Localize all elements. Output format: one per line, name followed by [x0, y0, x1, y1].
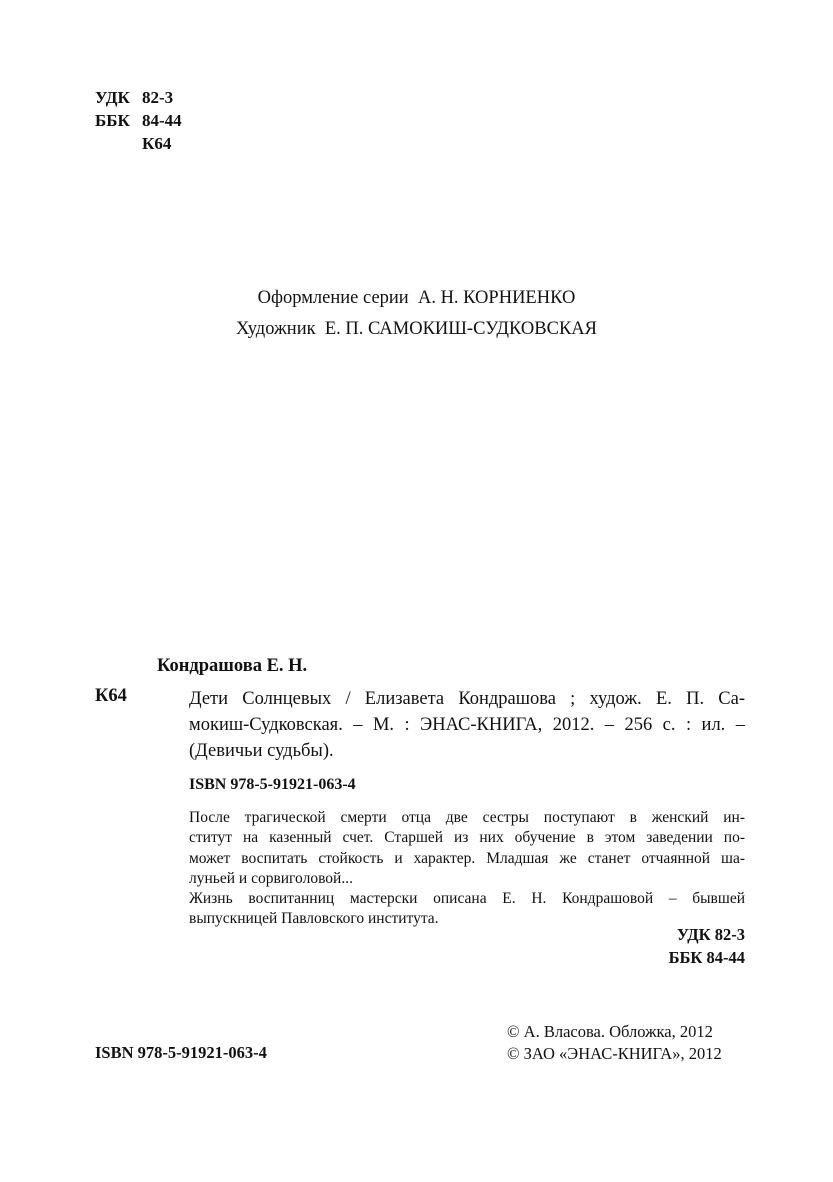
- annotation-line: Жизнь воспитанниц мастерски описана Е. Н. Кондрашовой – бывшей: [189, 890, 745, 908]
- bbk-row: [95, 109, 182, 132]
- annotation-line: ститут на казенный счет. Старшей из них обучение в этом заведении по-: [189, 829, 745, 847]
- card-bbk: ББК 84-44: [668, 948, 745, 967]
- copyright-block: [507, 1021, 722, 1065]
- copyright-publisher: © ЗАО «ЭНАС-КНИГА», 2012: [507, 1044, 722, 1063]
- annotation: [189, 808, 745, 930]
- card-mark: К64: [95, 686, 127, 706]
- card-isbn: ISBN 978-5-91921-063-4: [189, 776, 356, 793]
- description-line: (Девичьи судьбы).: [189, 741, 334, 761]
- udk-label: УДК: [95, 88, 130, 107]
- description-line: мокиш-Судковская. – М. : ЭНАС-КНИГА, 2012. – 256 с. : ил. –: [189, 715, 745, 735]
- card-classification: [669, 923, 745, 969]
- card-udk: УДК 82-3: [676, 925, 745, 944]
- credits-block: [0, 283, 833, 345]
- bibliographic-description: [189, 686, 745, 764]
- annotation-line: может воспитать стойкость и характер. Младшая же станет отчаянной ша-: [189, 849, 745, 867]
- copyright-cover: © А. Власова. Обложка, 2012: [507, 1022, 713, 1041]
- annotation-line: выпускницей Павловского института.: [189, 910, 439, 928]
- footer-isbn: ISBN 978-5-91921-063-4: [95, 1043, 267, 1062]
- bbk-value: 84-44: [142, 111, 182, 130]
- author-mark: К64: [142, 134, 172, 153]
- series-design-credit: Оформление серии А. Н. КОРНИЕНКО: [257, 288, 576, 308]
- artist-credit: Художник Е. П. САМОКИШ-СУДКОВСКАЯ: [235, 319, 597, 339]
- card-author: Кондрашова Е. Н.: [157, 656, 308, 676]
- udk-row: [95, 86, 182, 109]
- annotation-line: луньей и сорвиголовой...: [189, 869, 353, 887]
- classification-codes: [95, 86, 182, 155]
- udk-value: 82-3: [142, 88, 174, 107]
- bbk-label: ББК: [95, 111, 130, 130]
- annotation-line: После трагической смерти отца две сестры поступают в женский ин-: [189, 809, 745, 826]
- description-line: Дети Солнцевых / Елизавета Кондрашова ; худож. Е. П. Са-: [189, 689, 745, 709]
